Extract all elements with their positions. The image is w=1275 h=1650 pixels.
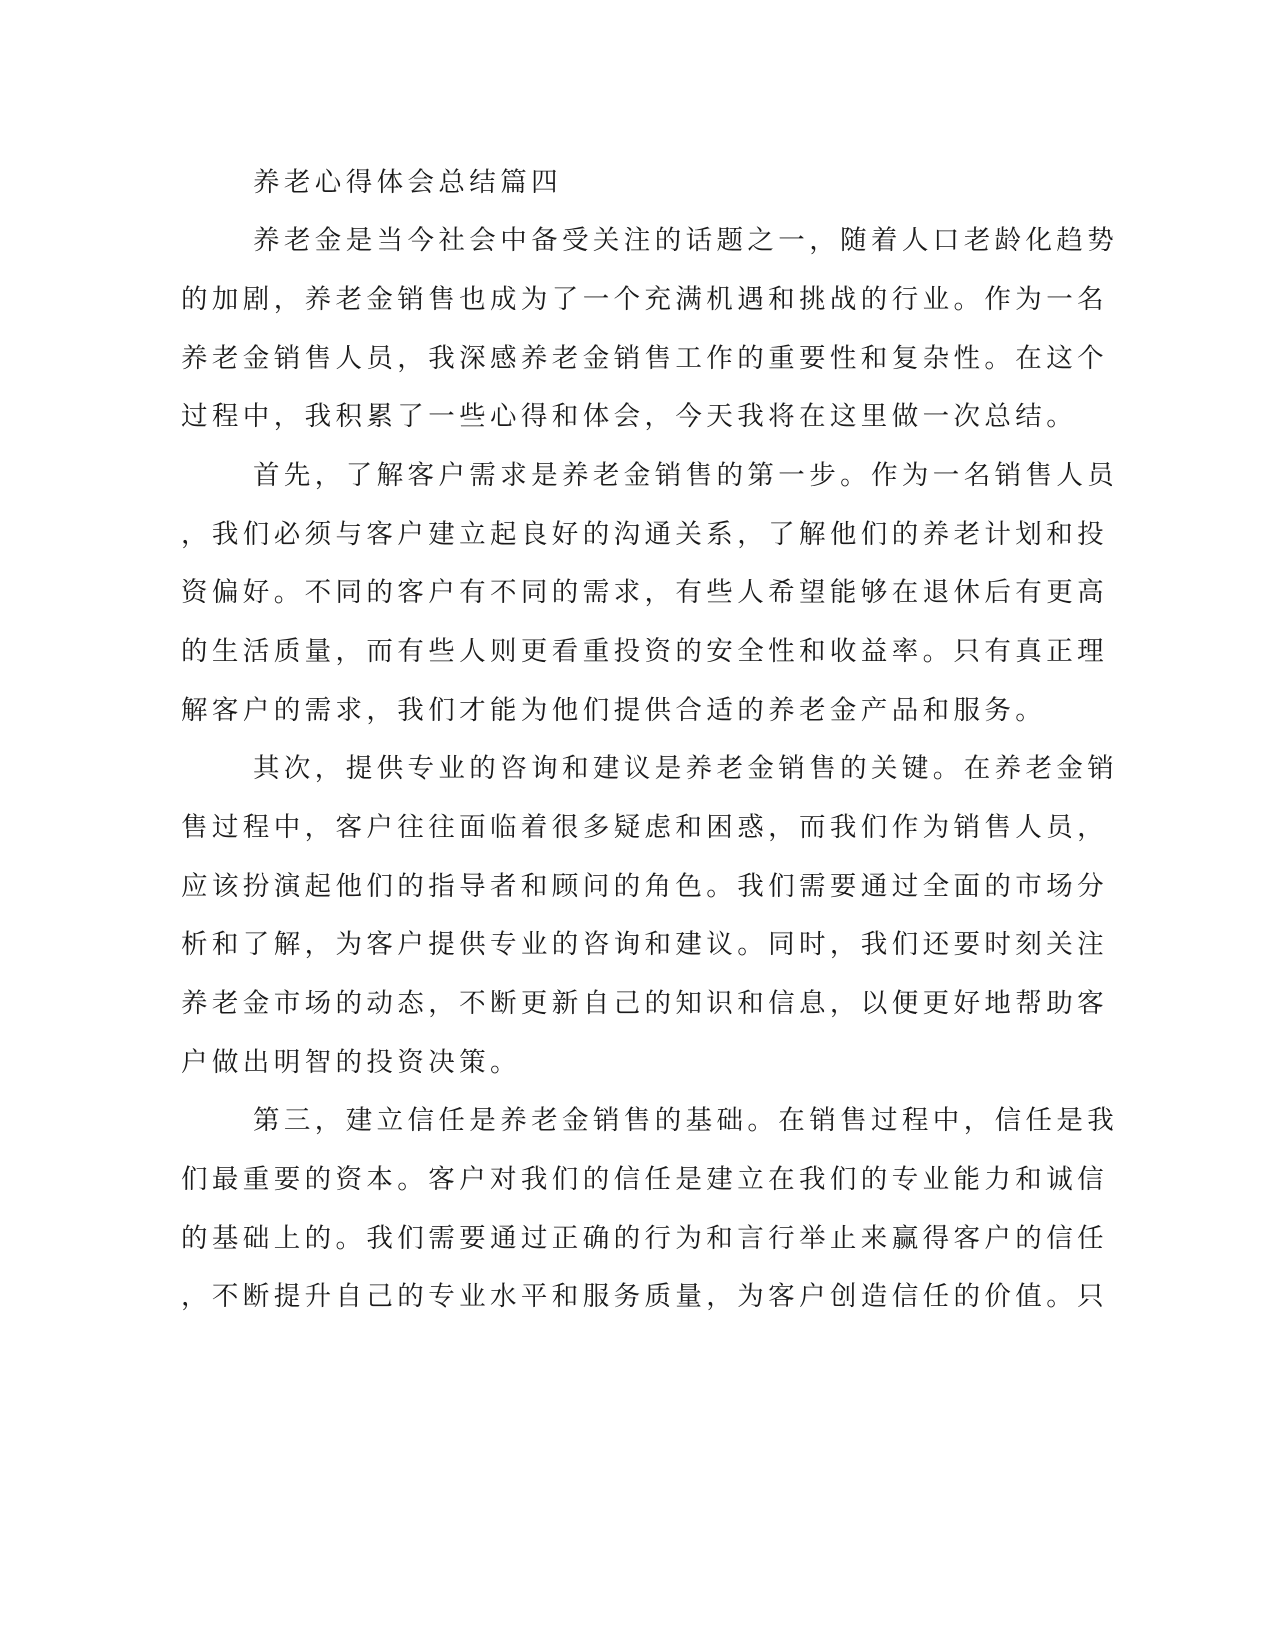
text-line: ，我们必须与客户建立起良好的沟通关系，了解他们的养老计划和投 xyxy=(181,519,1108,550)
text-line: 第三，建立信任是养老金销售的基础。在销售过程中，信任是我 xyxy=(253,1105,1119,1136)
text-line: 们最重要的资本。客户对我们的信任是建立在我们的专业能力和诚信 xyxy=(181,1164,1108,1195)
text-line: 的加剧，养老金销售也成为了一个充满机遇和挑战的行业。作为一名 xyxy=(181,284,1108,315)
text-line: 户做出明智的投资决策。 xyxy=(181,1047,521,1078)
text-line: 其次，提供专业的咨询和建议是养老金销售的关键。在养老金销 xyxy=(253,753,1119,784)
text-line: 首先，了解客户需求是养老金销售的第一步。作为一名销售人员 xyxy=(253,460,1119,491)
text-line: 资偏好。不同的客户有不同的需求，有些人希望能够在退休后有更高 xyxy=(181,577,1108,608)
text-line: 养老金销售人员，我深感养老金销售工作的重要性和复杂性。在这个 xyxy=(181,343,1108,374)
document-title: 养老心得体会总结篇四 xyxy=(253,167,562,198)
text-line: 售过程中，客户往往面临着很多疑虑和困惑，而我们作为销售人员， xyxy=(181,812,1108,843)
text-line: 的生活质量，而有些人则更看重投资的安全性和收益率。只有真正理 xyxy=(181,636,1108,667)
text-line: 应该扮演起他们的指导者和顾问的角色。我们需要通过全面的市场分 xyxy=(181,871,1108,902)
text-line: 养老金是当今社会中备受关注的话题之一，随着人口老龄化趋势 xyxy=(253,225,1119,256)
text-line: 的基础上的。我们需要通过正确的行为和言行举止来赢得客户的信任 xyxy=(181,1223,1108,1254)
text-line: 养老金市场的动态，不断更新自己的知识和信息，以便更好地帮助客 xyxy=(181,988,1108,1019)
text-line: ，不断提升自己的专业水平和服务质量，为客户创造信任的价值。只 xyxy=(181,1281,1108,1312)
text-line: 过程中，我积累了一些心得和体会，今天我将在这里做一次总结。 xyxy=(181,401,1078,432)
text-line: 析和了解，为客户提供专业的咨询和建议。同时，我们还要时刻关注 xyxy=(181,929,1108,960)
text-line: 解客户的需求，我们才能为他们提供合适的养老金产品和服务。 xyxy=(181,695,1047,726)
